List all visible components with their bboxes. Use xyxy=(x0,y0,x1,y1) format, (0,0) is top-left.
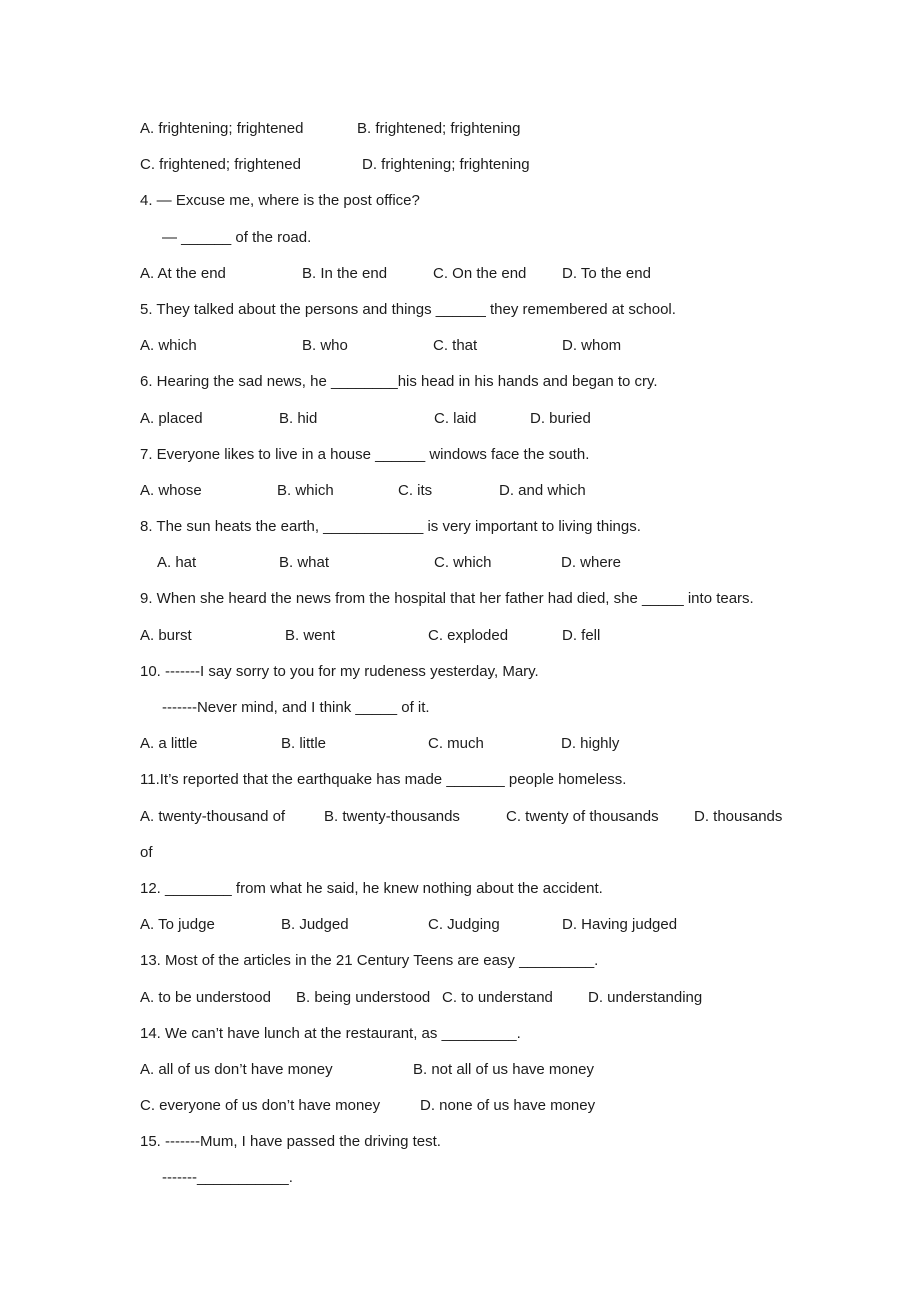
q3-option-c: C. frightened; frightened xyxy=(140,156,301,174)
q12-stem-line xyxy=(0,871,920,907)
q8-stem-line xyxy=(0,509,920,545)
q9-option-d: D. fell xyxy=(562,626,601,644)
q11-options-row xyxy=(0,799,920,835)
q7-option-d: D. and which xyxy=(499,481,586,499)
q14-option-a: A. all of us don’t have money xyxy=(140,1060,333,1078)
q10-option-a: A. a little xyxy=(140,735,198,753)
q6-option-a: A. placed xyxy=(140,409,203,427)
q4-option-c: C. On the end xyxy=(433,264,527,282)
document-content xyxy=(0,111,920,1197)
q9-stem-line xyxy=(0,581,920,617)
q13-stem: 13. Most of the articles in the 21 Century Teens are easy _________. xyxy=(140,952,599,970)
q15-stem-line-2 xyxy=(0,1160,920,1196)
q10-option-c: C. much xyxy=(428,735,484,753)
q9-option-a: A. burst xyxy=(140,626,192,644)
q8-options-row xyxy=(0,545,920,581)
q10-stem-line-2 xyxy=(0,690,920,726)
q6-option-c: C. laid xyxy=(434,409,477,427)
q10-option-d: D. highly xyxy=(561,735,620,753)
q5-option-d: D. whom xyxy=(562,337,622,355)
q5-option-c: C. that xyxy=(433,337,478,355)
q7-options-row xyxy=(0,473,920,509)
q14-options-row-1 xyxy=(0,1052,920,1088)
q13-option-a: A. to be understood xyxy=(140,988,271,1006)
q4-option-d: D. To the end xyxy=(562,264,651,282)
q9-option-b: B. went xyxy=(285,626,336,644)
q6-options-row xyxy=(0,401,920,437)
q9-options-row xyxy=(0,618,920,654)
q15-stem-line-1 xyxy=(0,1124,920,1160)
q3-options-row-1 xyxy=(0,111,920,147)
q11-option-c: C. twenty of thousands xyxy=(506,807,659,825)
q5-stem: 5. They talked about the persons and things ______ they remembered at school. xyxy=(140,300,676,318)
q4-stem-line-1 xyxy=(0,183,920,219)
q5-options-row xyxy=(0,328,920,364)
q7-option-a: A. whose xyxy=(140,481,202,499)
q4-option-b: B. In the end xyxy=(302,264,388,282)
q12-option-d: D. Having judged xyxy=(562,916,678,934)
q13-option-d: D. understanding xyxy=(588,988,703,1006)
q6-option-d: D. buried xyxy=(530,409,591,427)
q5-option-a: A. which xyxy=(140,337,197,355)
q10-option-b: B. little xyxy=(281,735,327,753)
q12-options-row xyxy=(0,907,920,943)
q11-option-d-part1: D. thousands xyxy=(694,807,783,825)
q14-stem-line xyxy=(0,1016,920,1052)
q6-stem-line xyxy=(0,364,920,400)
q11-option-a: A. twenty-thousand of xyxy=(140,807,286,825)
q15-stem-1: 15. -------Mum, I have passed the driving test. xyxy=(140,1133,441,1151)
q11-option-d-part2: of xyxy=(140,843,153,861)
q13-option-c: C. to understand xyxy=(442,988,553,1006)
q14-option-b: B. not all of us have money xyxy=(413,1060,594,1078)
q14-stem: 14. We can’t have lunch at the restaurant, as _________. xyxy=(140,1024,521,1042)
q14-options-row-2 xyxy=(0,1088,920,1124)
q13-option-b: B. being understood xyxy=(296,988,431,1006)
q11-option-d-wrap-row xyxy=(0,835,920,871)
q9-stem: 9. When she heard the news from the hospital that her father had died, she _____ into tears. xyxy=(140,590,754,608)
q10-stem-line-1 xyxy=(0,654,920,690)
q4-stem-1: 4. — Excuse me, where is the post office? xyxy=(140,192,420,210)
q8-stem: 8. The sun heats the earth, ____________ is very important to living things. xyxy=(140,518,641,536)
q13-options-row xyxy=(0,980,920,1016)
q10-stem-1: 10. -------I say sorry to you for my rudeness yesterday, Mary. xyxy=(140,662,539,680)
q8-option-a: A. hat xyxy=(157,554,197,572)
q6-stem: 6. Hearing the sad news, he ________his head in his hands and began to cry. xyxy=(140,373,658,391)
q11-option-b: B. twenty-thousands xyxy=(324,807,460,825)
q7-stem-line xyxy=(0,437,920,473)
q12-option-b: B. Judged xyxy=(281,916,349,934)
q4-options-row xyxy=(0,256,920,292)
q8-option-d: D. where xyxy=(561,554,622,572)
q4-stem-line-2 xyxy=(0,220,920,256)
q14-option-c: C. everyone of us don’t have money xyxy=(140,1097,381,1115)
q7-option-c: C. its xyxy=(398,481,433,499)
q4-option-a: A. At the end xyxy=(140,264,226,282)
q11-stem: 11.It’s reported that the earthquake has made _______ people homeless. xyxy=(140,771,627,789)
q3-options-row-2 xyxy=(0,147,920,183)
q3-option-b: B. frightened; frightening xyxy=(357,120,521,137)
q15-stem-2: -------___________. xyxy=(162,1169,293,1187)
q12-stem: 12. ________ from what he said, he knew nothing about the accident. xyxy=(140,879,603,897)
q5-option-b: B. who xyxy=(302,337,348,355)
q10-stem-2: -------Never mind, and I think _____ of it. xyxy=(162,699,430,716)
q6-option-b: B. hid xyxy=(279,409,318,427)
q11-stem-line xyxy=(0,762,920,798)
q7-option-b: B. which xyxy=(277,481,334,499)
q12-option-a: A. To judge xyxy=(140,916,215,934)
q9-option-c: C. exploded xyxy=(428,626,509,644)
q14-option-d: D. none of us have money xyxy=(420,1097,596,1115)
q13-stem-line xyxy=(0,943,920,979)
q10-options-row xyxy=(0,726,920,762)
q3-option-d: D. frightening; frightening xyxy=(362,156,530,174)
q8-option-b: B. what xyxy=(279,554,330,572)
q12-option-c: C. Judging xyxy=(428,916,500,934)
q5-stem-line xyxy=(0,292,920,328)
q8-option-c: C. which xyxy=(434,554,492,572)
q4-stem-2: — ______ of the road. xyxy=(162,228,312,246)
q7-stem: 7. Everyone likes to live in a house ______ windows face the south. xyxy=(140,445,590,463)
q3-option-a: A. frightening; frightened xyxy=(140,120,304,137)
